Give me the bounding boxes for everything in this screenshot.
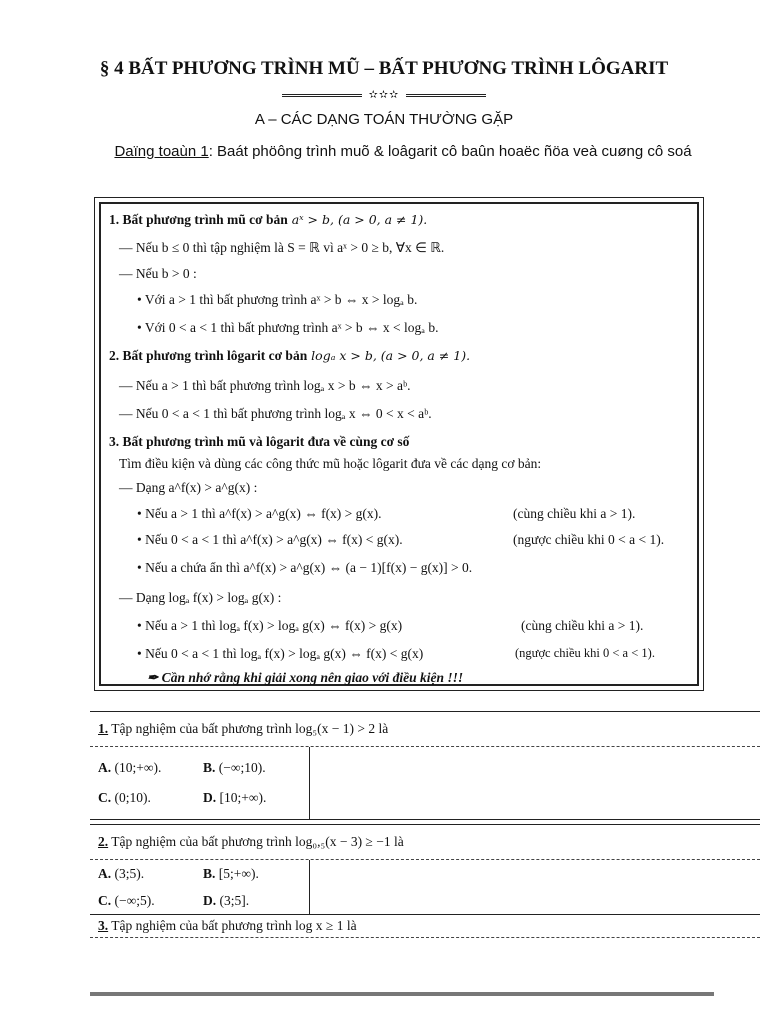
theory-bullet: • Nếu a chứa ẩn thì a^f(x) > a^g(x) ⇔ (a − 1)[f(x) − g(x)] > 0.	[137, 560, 473, 575]
problem-type-heading	[98, 139, 708, 164]
theory-note: (ngược chiều khi 0 < a < 1).	[513, 532, 665, 547]
options-cell	[90, 860, 310, 914]
star-icon: ✫✫✫	[368, 88, 400, 101]
theory-bullet: • Với 0 < a < 1 thì bất phương trình aˣ > b ⇔ x < logₐ b.	[137, 320, 439, 335]
theory-line: — Nếu b ≤ 0 thì tập nghiệm là S = ℝ vì aˣ > 0 ≥ b, ∀x ∈ ℝ.	[119, 240, 445, 255]
theory-line: — Nếu b > 0 :	[119, 266, 197, 281]
question-stem	[90, 824, 760, 860]
question-stem	[90, 914, 760, 938]
theory-bullet: • Nếu a > 1 thì logₐ f(x) > logₐ g(x) ⇔ f(x) > g(x)	[137, 618, 403, 633]
answer-options	[90, 860, 760, 914]
option-d[interactable]: D. (3;5].	[203, 893, 250, 908]
theory-heading-3: 3. Bất phương trình mũ và lôgarit đưa về cùng cơ số	[109, 434, 410, 449]
options-cell	[90, 747, 310, 819]
theory-line: — Dạng a^f(x) > a^g(x) :	[119, 480, 258, 495]
option-b[interactable]: B. (−∞;10).	[203, 760, 266, 775]
option-a[interactable]: A. (3;5).	[98, 866, 145, 881]
option-d[interactable]: D. [10;+∞).	[203, 790, 267, 805]
theory-bullet: • Nếu a > 1 thì a^f(x) > a^g(x) ⇔ f(x) > g(x).	[137, 506, 382, 521]
theory-box	[94, 197, 704, 691]
theory-note: (cùng chiều khi a > 1).	[513, 506, 636, 521]
theory-box-inner	[99, 202, 699, 686]
theory-bullet: • Với a > 1 thì bất phương trình aˣ > b ⇔ x > logₐ b.	[137, 292, 418, 307]
question-block	[90, 824, 760, 938]
ornament-line-left	[282, 94, 362, 97]
question-number: 1.	[98, 721, 109, 736]
page-title: § 4 BẤT PHƯƠNG TRÌNH MŨ – BẤT PHƯƠNG TRÌNH LÔGARIT	[99, 58, 669, 79]
theory-heading-1: 1. Bất phương trình mũ cơ bản aˣ > b, (a > 0, a ≠ 1).	[109, 212, 428, 227]
option-b[interactable]: B. [5;+∞).	[203, 866, 259, 881]
answer-options	[90, 747, 760, 820]
reminder-note: ✒ Cần nhớ rằng khi giải xong nên giao với điều kiện !!!	[147, 670, 464, 685]
ornament-line-right	[406, 94, 486, 97]
title-ornament	[0, 88, 768, 101]
footer-rule	[90, 992, 714, 996]
option-c[interactable]: C. (−∞;5).	[98, 893, 155, 908]
theory-note: (ngược chiều khi 0 < a < 1).	[515, 646, 655, 660]
theory-heading-2: 2. Bất phương trình lôgarit cơ bản logₐ x > b, (a > 0, a ≠ 1).	[109, 348, 471, 363]
option-a[interactable]: A. (10;+∞).	[98, 760, 162, 775]
theory-line: Tìm điều kiện và dùng các công thức mũ hoặc lôgarit đưa về các dạng cơ bản:	[119, 456, 542, 471]
question-number: 2.	[98, 834, 109, 849]
problem-type-label: Daïng toaùn 1	[114, 143, 209, 160]
question-block	[90, 711, 760, 820]
question-text: Tập nghiệm của bất phương trình log x ≥ 1 là	[108, 918, 357, 933]
question-text: Tập nghiệm của bất phương trình log₅(x − 1) > 2 là	[108, 721, 389, 736]
theory-line: — Nếu a > 1 thì bất phương trình logₐ x > b ⇔ x > aᵇ.	[119, 378, 411, 393]
question-number: 3.	[98, 918, 109, 933]
theory-line: — Dạng logₐ f(x) > logₐ g(x) :	[119, 590, 282, 605]
problem-type-text: : Baát phöông trình muõ & loâgarit cô baûn hoaëc ñöa veà cuøng cô soá	[208, 143, 692, 160]
question-stem	[90, 711, 760, 747]
theory-line: — Nếu 0 < a < 1 thì bất phương trình logₐ x ⇔ 0 < x < aᵇ.	[119, 406, 432, 421]
theory-bullet: • Nếu 0 < a < 1 thì logₐ f(x) > logₐ g(x) ⇔ f(x) < g(x)	[137, 646, 424, 661]
question-text: Tập nghiệm của bất phương trình log₀,₅(x − 3) ≥ −1 là	[108, 834, 404, 849]
theory-bullet: • Nếu 0 < a < 1 thì a^f(x) > a^g(x) ⇔ f(x) < g(x).	[137, 532, 403, 547]
theory-note: (cùng chiều khi a > 1).	[521, 618, 644, 633]
option-c[interactable]: C. (0;10).	[98, 790, 151, 805]
section-heading: A – CÁC DẠNG TOÁN THƯỜNG GẶP	[254, 111, 514, 128]
